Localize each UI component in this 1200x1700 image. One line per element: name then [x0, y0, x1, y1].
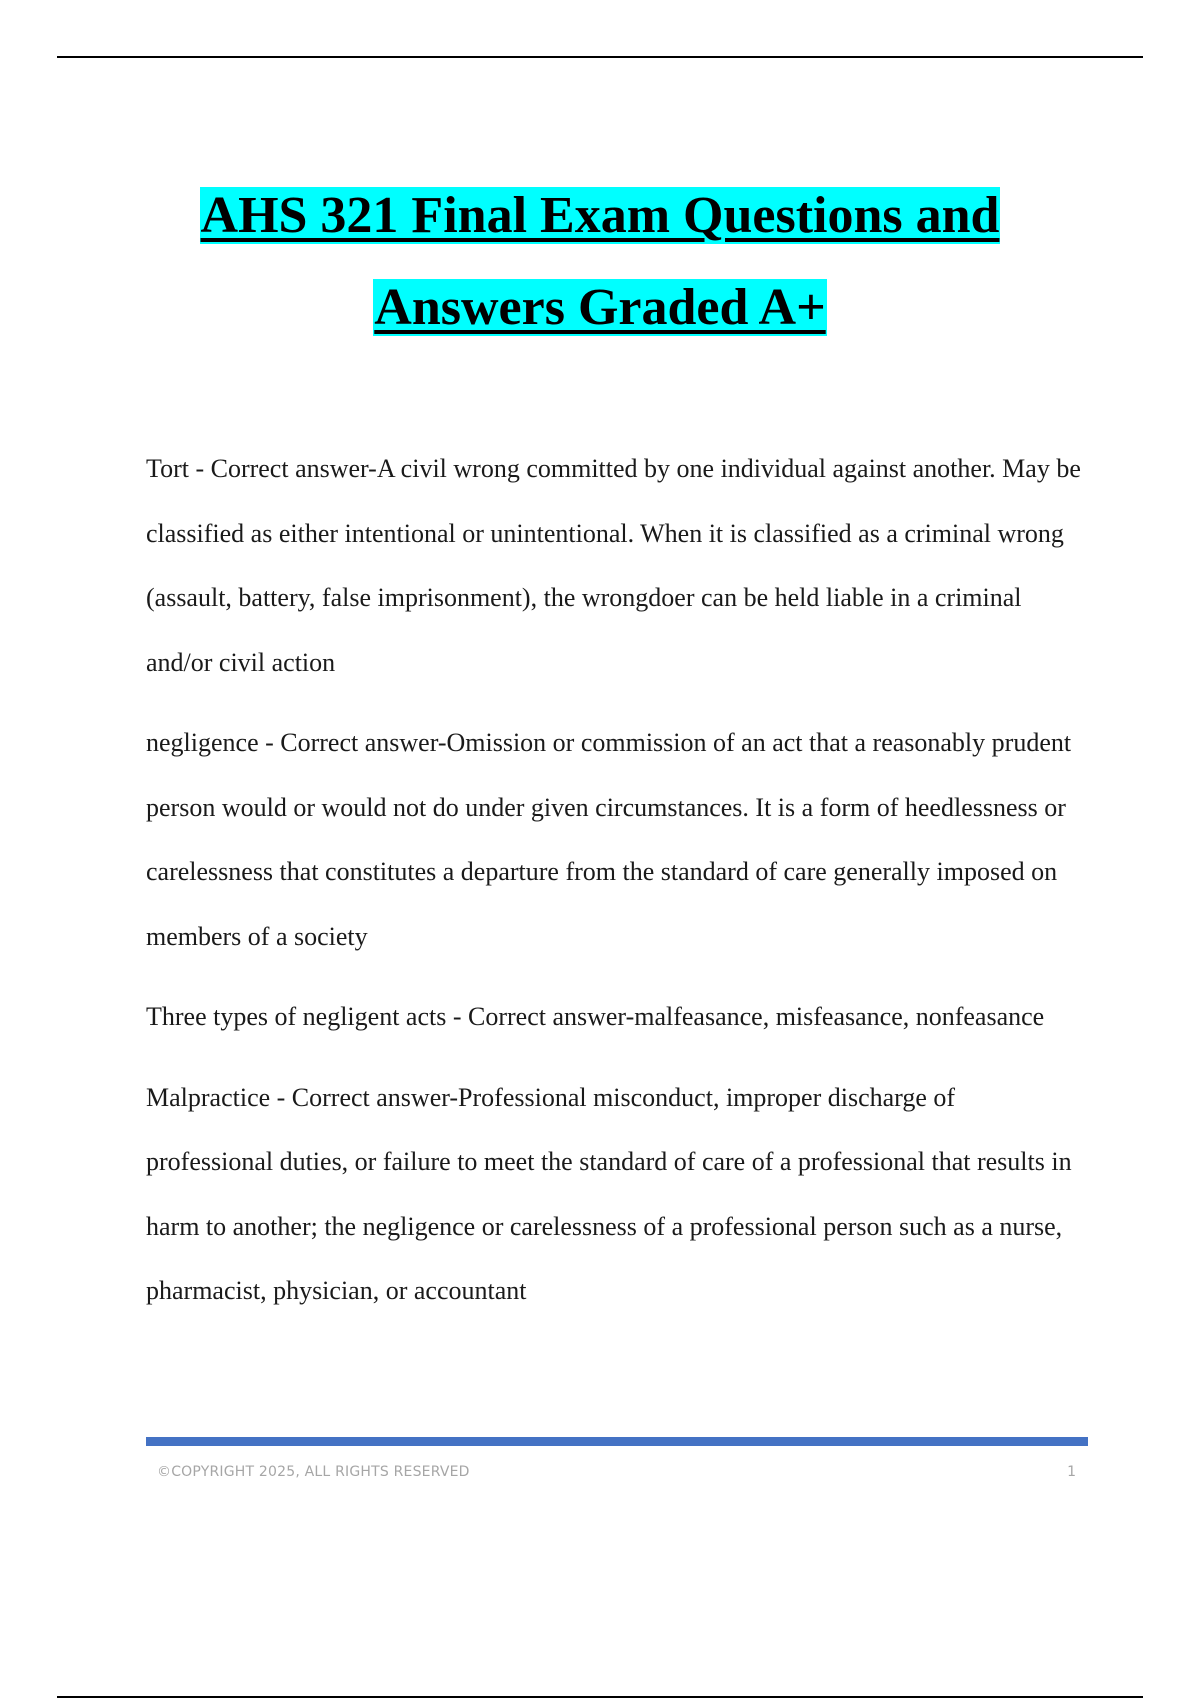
- top-rule: [57, 56, 1143, 58]
- bottom-rule: [57, 1696, 1143, 1698]
- qa-entry-negligence: negligence - Correct answer-Omission or commission of an act that a reasonably prudent person would or would not do under given circumstances. It is a form of heedlessness or carelessness that constitutes a departure from the standard of care generally imposed on members of a society: [146, 728, 1072, 951]
- qa-entry-negligent-acts: Three types of negligent acts - Correct answer-malfeasance, misfeasance, nonfeasance: [146, 1002, 1045, 1031]
- qa-content: [146, 437, 1086, 1340]
- title-line-1: [0, 170, 1200, 262]
- footer-copyright: ©COPYRIGHT 2025, ALL RIGHTS RESERVED: [157, 1464, 470, 1480]
- title-line-2-text: Answers Graded A+: [374, 279, 826, 336]
- title-line-1-text: AHS 321 Final Exam Questions and: [200, 187, 1000, 244]
- title-line-2: [0, 262, 1200, 354]
- footer-page-number: 1: [1067, 1464, 1076, 1480]
- qa-entry-malpractice: Malpractice - Correct answer-Professional misconduct, improper discharge of professional duties, or failure to meet the standard of care of a professional that results in harm to another; the negligence or carelessness of a professional person such as a nurse, pharmacist, physician, or accountant: [146, 1082, 1072, 1305]
- footer-bar: [146, 1437, 1088, 1446]
- qa-entry-tort: Tort - Correct answer-A civil wrong committed by one individual against another. May be classified as either intentional or unintentional. When it is classified as a criminal wrong (assault, battery, false imprisonment), the wrongdoer can be held liable in a criminal and/or civil action: [146, 454, 1081, 677]
- document-title: [0, 170, 1200, 354]
